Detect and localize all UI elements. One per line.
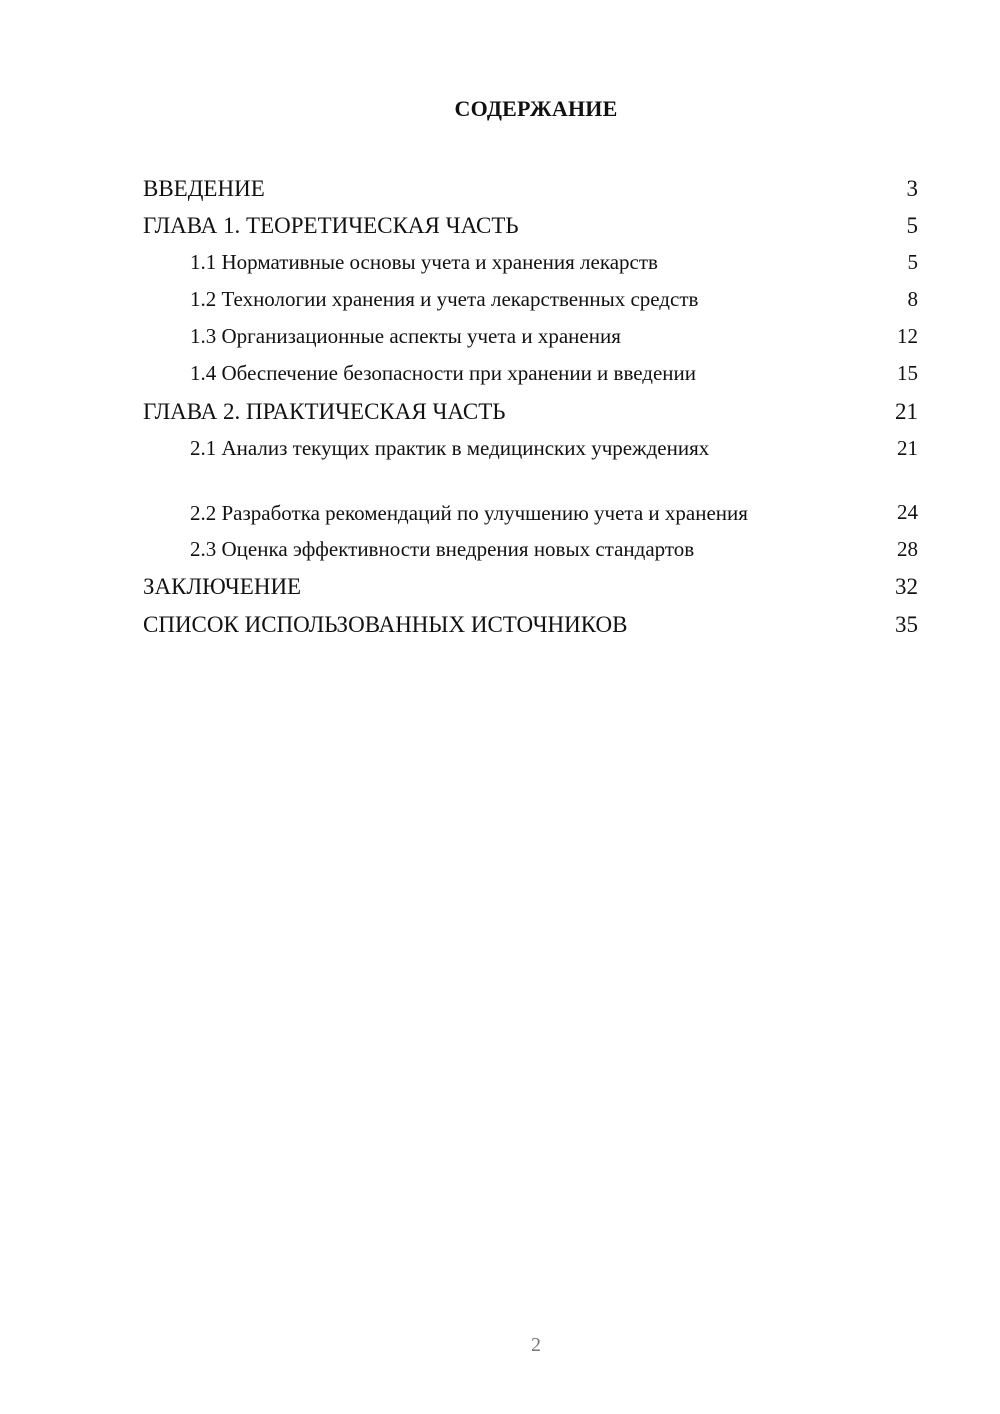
toc-entry-page: 8: [907, 287, 918, 311]
toc-entry-conclusion[interactable]: [143, 567, 918, 605]
toc-entry-section-1-4[interactable]: [143, 354, 918, 391]
toc-entry-page: 21: [895, 398, 918, 424]
toc-entry-label: 1.2 Технологии хранения и учета лекарственных средств: [190, 287, 699, 311]
toc-entry-page: 21: [897, 435, 918, 460]
toc-entry-page: 15: [897, 361, 918, 385]
toc-entry-page: 28: [897, 536, 918, 561]
toc-entry-page: 35: [895, 611, 918, 637]
toc-entry-introduction[interactable]: [143, 168, 918, 206]
toc-entry-label: 1.4 Обеспечение безопасности при хранении и введении: [190, 361, 697, 385]
toc-entry-label: 1.1 Нормативные основы учета и хранения лекарств: [190, 250, 658, 274]
toc-entry-label: 2.1 Анализ текущих практик в медицинских учреждениях: [190, 435, 710, 460]
toc-entry-section-1-2[interactable]: [143, 280, 918, 317]
toc-entry-label: ВВЕДЕНИЕ: [143, 175, 265, 201]
toc-entry-page: 32: [895, 574, 918, 599]
toc-entry-label: ЗАКЛЮЧЕНИЕ: [143, 574, 302, 599]
toc-entry-chapter-2[interactable]: [143, 391, 918, 429]
table-of-contents: [143, 168, 918, 642]
toc-title: СОДЕРЖАНИЕ: [454, 96, 618, 121]
toc-entry-chapter-1[interactable]: [143, 206, 918, 244]
toc-entry-section-2-1[interactable]: [143, 429, 918, 466]
toc-entry-page: 24: [897, 499, 918, 524]
toc-entry-label: 2.2 Разработка рекомендаций по улучшению учета и хранения: [190, 500, 748, 525]
toc-entry-label: ГЛАВА 2. ПРАКТИЧЕСКАЯ ЧАСТЬ: [143, 398, 506, 424]
toc-entry-page: 5: [906, 213, 918, 238]
toc-entry-label: 2.3 Оценка эффективности внедрения новых стандартов: [190, 536, 695, 561]
toc-entry-section-1-1[interactable]: [143, 243, 918, 280]
toc-entry-page: 5: [907, 250, 918, 274]
toc-entry-label: ГЛАВА 1. ТЕОРЕТИЧЕСКАЯ ЧАСТЬ: [143, 213, 519, 238]
toc-entry-page: 3: [906, 175, 918, 201]
toc-entry-section-2-3[interactable]: [143, 530, 918, 567]
toc-entry-label: СПИСОК ИСПОЛЬЗОВАННЫХ ИСТОЧНИКОВ: [143, 611, 628, 637]
toc-entry-references[interactable]: [143, 604, 918, 642]
toc-entry-page: 12: [897, 324, 918, 348]
toc-entry-section-2-2[interactable]: [143, 466, 918, 530]
page-number: 2: [531, 1334, 541, 1356]
toc-entry-label: 1.3 Организационные аспекты учета и хранения: [190, 324, 621, 348]
toc-entry-section-1-3[interactable]: [143, 317, 918, 354]
